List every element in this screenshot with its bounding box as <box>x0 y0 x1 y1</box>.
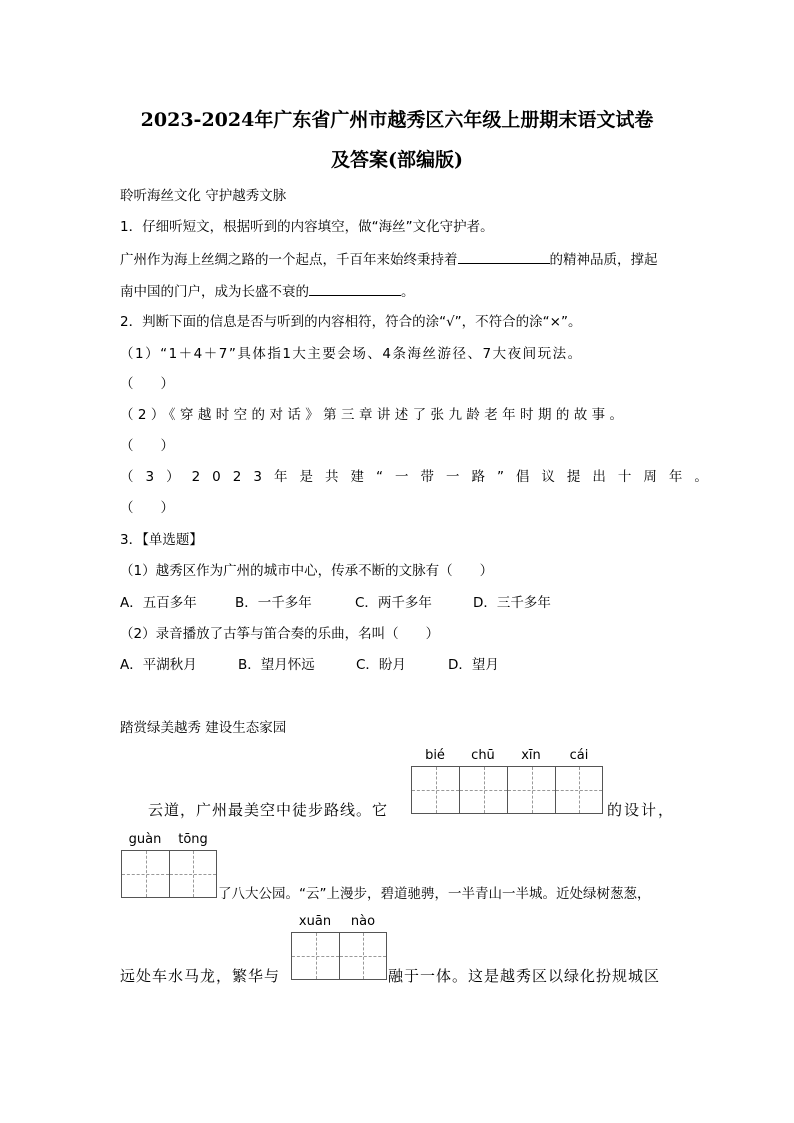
section1-heading: 聆听海丝文化 守护越秀文脉 <box>120 188 287 204</box>
q1-stem: 1．仔细听短文，根据听到的内容填空，做“海丝”文化守护者。 <box>120 219 494 235</box>
pinyin-label: nào <box>350 914 376 929</box>
para-text-4: 远处车水马龙，繁华与 <box>120 967 281 985</box>
pinyin-grid-2 <box>121 830 217 898</box>
writing-box[interactable] <box>555 766 603 814</box>
writing-box[interactable] <box>507 766 555 814</box>
pinyin-label: cái <box>569 748 589 763</box>
q3-sub1-option-d[interactable]: D．三千多年 <box>473 595 551 611</box>
pinyin-label: guàn <box>128 832 162 847</box>
q3-sub1-question: （1）越秀区作为广州的城市中心，传承不断的文脉有（ ） <box>120 563 494 579</box>
q1-line1-before: 广州作为海上丝绸之路的一个起点，千百年来始终秉持着 <box>120 252 458 268</box>
q1-line2-after: 。 <box>401 284 415 300</box>
q1-blank-1[interactable] <box>458 249 550 264</box>
page-title-line2: 及答案(部编版) <box>331 149 463 171</box>
writing-box[interactable] <box>411 766 459 814</box>
q2-item-1-text: （1）“1＋4＋7”具体指1大主要会场、4条海丝游径、7大夜间玩法。 <box>120 346 583 362</box>
q3-sub1-option-c[interactable]: C．两千多年 <box>355 595 432 611</box>
q2-item-1 <box>120 344 674 364</box>
writing-box[interactable] <box>339 932 387 980</box>
para-text-1: 云道，广州最美空中徒步路线。它 <box>148 801 389 819</box>
pinyin-label: tōng <box>178 832 208 847</box>
q2-item-2-paren[interactable]: （ ） <box>120 438 174 454</box>
q1-line2-before: 南中国的门户，成为长盛不衰的 <box>120 284 309 300</box>
page-title-line1: 2023-2024年广东省广州市越秀区六年级上册期末语文试卷 <box>140 109 654 131</box>
para-text-5: 融于一体。这是越秀区以绿化扮规城区 <box>388 967 661 985</box>
q3-sub2-option-a[interactable]: A．平湖秋月 <box>120 657 197 673</box>
q2-item-3-paren[interactable]: （ ） <box>120 500 174 516</box>
q2-item-3 <box>120 467 720 487</box>
q3-sub2-option-c[interactable]: C．盼月 <box>356 657 406 673</box>
pinyin-label: chū <box>471 748 495 763</box>
q1-blank-2[interactable] <box>309 281 401 296</box>
writing-box[interactable] <box>459 766 507 814</box>
q1-line1-after: 的精神品质，撑起 <box>549 252 658 268</box>
q1-line1 <box>120 249 658 270</box>
writing-box[interactable] <box>169 850 217 898</box>
q3-sub1-option-a[interactable]: A．五百多年 <box>120 595 197 611</box>
q2-stem: 2．判断下面的信息是否与听到的内容相符，符合的涂“√”，不符合的涂“×”。 <box>120 314 582 330</box>
q1-line2 <box>120 281 415 302</box>
q2-item-2-text: （2）《穿越时空的对话》第三章讲述了张九龄老年时期的故事。 <box>120 407 628 423</box>
q3-sub2-option-d[interactable]: D．望月 <box>448 657 499 673</box>
q3-sub1-options <box>120 593 551 613</box>
writing-box[interactable] <box>291 932 339 980</box>
pinyin-grid-3 <box>291 912 387 980</box>
q3-sub2-options <box>120 655 499 675</box>
pinyin-label: bié <box>425 748 445 763</box>
q2-item-1-paren[interactable]: （ ） <box>120 376 174 392</box>
q3-sub1-option-b[interactable]: B．一千多年 <box>235 595 312 611</box>
pinyin-grid-1 <box>411 746 603 814</box>
pinyin-label: xīn <box>521 748 541 763</box>
q2-item-2 <box>120 405 674 425</box>
section2-heading: 踏赏绿美越秀 建设生态家园 <box>120 720 287 736</box>
para-text-2: 的设计， <box>607 801 676 819</box>
q3-sub2-question: （2）录音播放了古筝与笛合奏的乐曲，名叫（ ） <box>120 626 440 642</box>
para-text-3: 了八大公园。“云”上漫步，碧道驰骋，一半青山一半城。近处绿树葱葱， <box>218 886 651 902</box>
q3-sub2-option-b[interactable]: B．望月怀远 <box>238 657 315 673</box>
q3-stem: 3．【单选题】 <box>120 532 203 548</box>
pinyin-label: xuān <box>298 914 332 929</box>
q2-item-3-text: （3）2023年是共建“一带一路”倡议提出十周年。 <box>120 469 720 485</box>
writing-box[interactable] <box>121 850 169 898</box>
